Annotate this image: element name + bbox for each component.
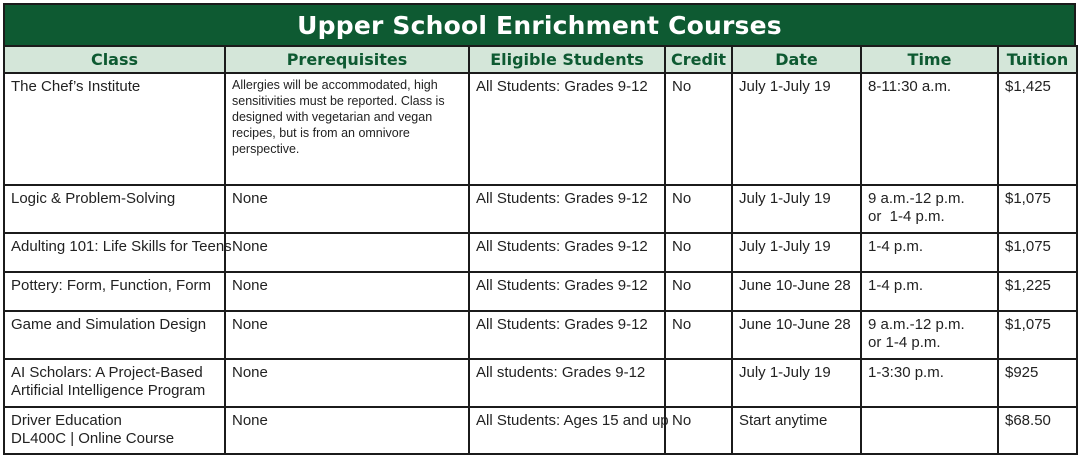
cell-credit: No — [665, 407, 732, 454]
cell-time: 9 a.m.-12 p.m. or 1-4 p.m. — [861, 185, 998, 233]
header-prerequisites: Prerequisites — [225, 46, 469, 73]
header-tuition: Tuition — [998, 46, 1077, 73]
cell-class: Pottery: Form, Function, Form — [4, 272, 225, 311]
cell-credit: No — [665, 233, 732, 272]
table-row — [4, 407, 1077, 454]
cell-class: Adulting 101: Life Skills for Teens — [4, 233, 225, 272]
cell-class: Game and Simulation Design — [4, 311, 225, 359]
cell-tuition: $1,075 — [998, 233, 1077, 272]
cell-eligible-students: All Students: Grades 9-12 — [469, 272, 665, 311]
cell-eligible-students: All Students: Grades 9-12 — [469, 311, 665, 359]
cell-time: 1-4 p.m. — [861, 233, 998, 272]
cell-class: Driver Education DL400C | Online Course — [4, 407, 225, 454]
cell-credit: No — [665, 272, 732, 311]
cell-prerequisites: None — [225, 407, 469, 454]
cell-time: 1-3:30 p.m. — [861, 359, 998, 407]
cell-prerequisites: None — [225, 359, 469, 407]
cell-prerequisites: None — [225, 311, 469, 359]
cell-tuition: $68.50 — [998, 407, 1077, 454]
cell-date: Start anytime — [732, 407, 861, 454]
table-title: Upper School Enrichment Courses — [3, 3, 1076, 45]
table-row — [4, 185, 1077, 233]
cell-date: June 10-June 28 — [732, 272, 861, 311]
cell-time: 1-4 p.m. — [861, 272, 998, 311]
header-class: Class — [4, 46, 225, 73]
cell-class: Logic & Problem-Solving — [4, 185, 225, 233]
cell-tuition: $1,225 — [998, 272, 1077, 311]
cell-date: July 1-July 19 — [732, 233, 861, 272]
header-row — [4, 46, 1077, 73]
cell-date: July 1-July 19 — [732, 359, 861, 407]
courses-table — [3, 45, 1078, 455]
table-row — [4, 233, 1077, 272]
header-date: Date — [732, 46, 861, 73]
cell-class: AI Scholars: A Project-Based Artificial Intelligence Program — [4, 359, 225, 407]
cell-eligible-students: All Students: Grades 9-12 — [469, 185, 665, 233]
enrichment-courses-table-container — [3, 3, 1076, 455]
cell-tuition: $1,075 — [998, 185, 1077, 233]
table-row — [4, 73, 1077, 185]
header-credit: Credit — [665, 46, 732, 73]
cell-prerequisites: None — [225, 272, 469, 311]
cell-class: The Chef’s Institute — [4, 73, 225, 185]
cell-tuition: $1,075 — [998, 311, 1077, 359]
cell-eligible-students: All Students: Ages 15 and up — [469, 407, 665, 454]
table-row — [4, 311, 1077, 359]
table-row — [4, 272, 1077, 311]
cell-date: June 10-June 28 — [732, 311, 861, 359]
cell-credit: No — [665, 73, 732, 185]
cell-eligible-students: All Students: Grades 9-12 — [469, 233, 665, 272]
cell-eligible-students: All Students: Grades 9-12 — [469, 73, 665, 185]
cell-credit — [665, 359, 732, 407]
cell-prerequisites: None — [225, 233, 469, 272]
header-eligible-students: Eligible Students — [469, 46, 665, 73]
cell-date: July 1-July 19 — [732, 185, 861, 233]
cell-time — [861, 407, 998, 454]
cell-tuition: $925 — [998, 359, 1077, 407]
cell-date: July 1-July 19 — [732, 73, 861, 185]
cell-eligible-students: All students: Grades 9-12 — [469, 359, 665, 407]
cell-time: 8-11:30 a.m. — [861, 73, 998, 185]
cell-credit: No — [665, 185, 732, 233]
cell-prerequisites: None — [225, 185, 469, 233]
table-row — [4, 359, 1077, 407]
cell-tuition: $1,425 — [998, 73, 1077, 185]
cell-prerequisites: Allergies will be accommodated, high sensitivities must be reported. Class is designed with vegetarian and vegan recipes, but is from an omnivore perspective. — [225, 73, 469, 185]
cell-credit: No — [665, 311, 732, 359]
cell-time: 9 a.m.-12 p.m. or 1-4 p.m. — [861, 311, 998, 359]
header-time: Time — [861, 46, 998, 73]
